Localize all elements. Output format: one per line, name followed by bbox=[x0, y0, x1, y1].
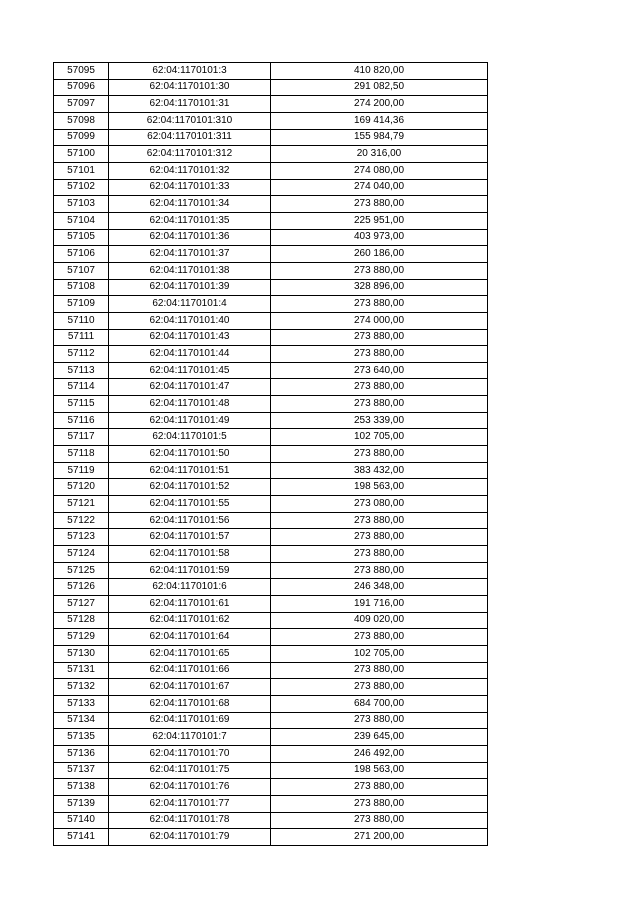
value-cell: 198 563,00 bbox=[271, 762, 488, 779]
cadastral-number-cell: 62:04:1170101:6 bbox=[109, 579, 271, 596]
cadastral-number-cell: 62:04:1170101:33 bbox=[109, 179, 271, 196]
row-number-cell: 57138 bbox=[54, 779, 109, 796]
cadastral-number-cell: 62:04:1170101:45 bbox=[109, 362, 271, 379]
value-cell: 273 880,00 bbox=[271, 529, 488, 546]
value-cell: 273 080,00 bbox=[271, 496, 488, 513]
value-cell: 273 880,00 bbox=[271, 795, 488, 812]
row-number-cell: 57102 bbox=[54, 179, 109, 196]
cadastral-number-cell: 62:04:1170101:75 bbox=[109, 762, 271, 779]
value-cell: 273 880,00 bbox=[271, 629, 488, 646]
row-number-cell: 57127 bbox=[54, 596, 109, 613]
value-cell: 169 414,36 bbox=[271, 112, 488, 129]
value-cell: 383 432,00 bbox=[271, 462, 488, 479]
table-row bbox=[54, 729, 488, 746]
table-row bbox=[54, 462, 488, 479]
table-row bbox=[54, 379, 488, 396]
value-cell: 273 880,00 bbox=[271, 379, 488, 396]
table-row bbox=[54, 745, 488, 762]
cadastral-number-cell: 62:04:1170101:70 bbox=[109, 745, 271, 762]
table-row bbox=[54, 446, 488, 463]
cadastral-number-cell: 62:04:1170101:79 bbox=[109, 829, 271, 846]
cadastral-number-cell: 62:04:1170101:49 bbox=[109, 412, 271, 429]
value-cell: 273 880,00 bbox=[271, 346, 488, 363]
row-number-cell: 57129 bbox=[54, 629, 109, 646]
cadastral-number-cell: 62:04:1170101:66 bbox=[109, 662, 271, 679]
row-number-cell: 57140 bbox=[54, 812, 109, 829]
cadastral-number-cell: 62:04:1170101:7 bbox=[109, 729, 271, 746]
value-cell: 403 973,00 bbox=[271, 229, 488, 246]
row-number-cell: 57131 bbox=[54, 662, 109, 679]
table-row bbox=[54, 562, 488, 579]
cadastral-number-cell: 62:04:1170101:310 bbox=[109, 112, 271, 129]
table-row bbox=[54, 779, 488, 796]
row-number-cell: 57130 bbox=[54, 645, 109, 662]
cadastral-number-cell: 62:04:1170101:44 bbox=[109, 346, 271, 363]
table-row bbox=[54, 179, 488, 196]
value-cell: 273 880,00 bbox=[271, 546, 488, 563]
cadastral-number-cell: 62:04:1170101:5 bbox=[109, 429, 271, 446]
value-cell: 273 880,00 bbox=[271, 196, 488, 213]
cadastral-number-cell: 62:04:1170101:57 bbox=[109, 529, 271, 546]
cadastral-number-cell: 62:04:1170101:31 bbox=[109, 96, 271, 113]
value-cell: 410 820,00 bbox=[271, 63, 488, 80]
cadastral-number-cell: 62:04:1170101:40 bbox=[109, 312, 271, 329]
row-number-cell: 57121 bbox=[54, 496, 109, 513]
cadastral-number-cell: 62:04:1170101:37 bbox=[109, 246, 271, 263]
row-number-cell: 57096 bbox=[54, 79, 109, 96]
cadastral-number-cell: 62:04:1170101:69 bbox=[109, 712, 271, 729]
row-number-cell: 57123 bbox=[54, 529, 109, 546]
table-row bbox=[54, 396, 488, 413]
table-row bbox=[54, 829, 488, 846]
value-cell: 20 316,00 bbox=[271, 146, 488, 163]
cadastral-number-cell: 62:04:1170101:62 bbox=[109, 612, 271, 629]
row-number-cell: 57112 bbox=[54, 346, 109, 363]
table-row bbox=[54, 596, 488, 613]
row-number-cell: 57105 bbox=[54, 229, 109, 246]
value-cell: 274 080,00 bbox=[271, 162, 488, 179]
row-number-cell: 57135 bbox=[54, 729, 109, 746]
table-row bbox=[54, 262, 488, 279]
cadastral-number-cell: 62:04:1170101:77 bbox=[109, 795, 271, 812]
cadastral-number-cell: 62:04:1170101:51 bbox=[109, 462, 271, 479]
table-body bbox=[54, 63, 488, 846]
row-number-cell: 57141 bbox=[54, 829, 109, 846]
table-row bbox=[54, 229, 488, 246]
table-row bbox=[54, 63, 488, 80]
cadastral-number-cell: 62:04:1170101:32 bbox=[109, 162, 271, 179]
row-number-cell: 57095 bbox=[54, 63, 109, 80]
value-cell: 273 880,00 bbox=[271, 779, 488, 796]
row-number-cell: 57098 bbox=[54, 112, 109, 129]
value-cell: 225 951,00 bbox=[271, 212, 488, 229]
value-cell: 273 880,00 bbox=[271, 329, 488, 346]
row-number-cell: 57136 bbox=[54, 745, 109, 762]
table-row bbox=[54, 812, 488, 829]
table-row bbox=[54, 546, 488, 563]
value-cell: 260 186,00 bbox=[271, 246, 488, 263]
table-row bbox=[54, 512, 488, 529]
table-row bbox=[54, 529, 488, 546]
row-number-cell: 57132 bbox=[54, 679, 109, 696]
cadastral-number-cell: 62:04:1170101:68 bbox=[109, 695, 271, 712]
table-row bbox=[54, 662, 488, 679]
cadastral-number-cell: 62:04:1170101:43 bbox=[109, 329, 271, 346]
value-cell: 273 880,00 bbox=[271, 446, 488, 463]
cadastral-number-cell: 62:04:1170101:76 bbox=[109, 779, 271, 796]
row-number-cell: 57133 bbox=[54, 695, 109, 712]
value-cell: 274 040,00 bbox=[271, 179, 488, 196]
value-cell: 273 880,00 bbox=[271, 712, 488, 729]
cadastral-number-cell: 62:04:1170101:55 bbox=[109, 496, 271, 513]
row-number-cell: 57114 bbox=[54, 379, 109, 396]
value-cell: 684 700,00 bbox=[271, 695, 488, 712]
row-number-cell: 57139 bbox=[54, 795, 109, 812]
cadastral-number-cell: 62:04:1170101:48 bbox=[109, 396, 271, 413]
value-cell: 291 082,50 bbox=[271, 79, 488, 96]
row-number-cell: 57115 bbox=[54, 396, 109, 413]
table-row bbox=[54, 579, 488, 596]
value-cell: 102 705,00 bbox=[271, 429, 488, 446]
table-row bbox=[54, 429, 488, 446]
value-cell: 328 896,00 bbox=[271, 279, 488, 296]
row-number-cell: 57110 bbox=[54, 312, 109, 329]
table-row bbox=[54, 279, 488, 296]
table-row bbox=[54, 479, 488, 496]
table-row bbox=[54, 312, 488, 329]
value-cell: 246 348,00 bbox=[271, 579, 488, 596]
table-row bbox=[54, 712, 488, 729]
row-number-cell: 57118 bbox=[54, 446, 109, 463]
value-cell: 253 339,00 bbox=[271, 412, 488, 429]
row-number-cell: 57100 bbox=[54, 146, 109, 163]
table-row bbox=[54, 212, 488, 229]
table-row bbox=[54, 296, 488, 313]
row-number-cell: 57109 bbox=[54, 296, 109, 313]
cadastral-number-cell: 62:04:1170101:64 bbox=[109, 629, 271, 646]
table-row bbox=[54, 695, 488, 712]
value-cell: 409 020,00 bbox=[271, 612, 488, 629]
row-number-cell: 57097 bbox=[54, 96, 109, 113]
value-cell: 274 000,00 bbox=[271, 312, 488, 329]
cadastral-number-cell: 62:04:1170101:30 bbox=[109, 79, 271, 96]
value-cell: 273 880,00 bbox=[271, 396, 488, 413]
cadastral-number-cell: 62:04:1170101:39 bbox=[109, 279, 271, 296]
row-number-cell: 57103 bbox=[54, 196, 109, 213]
value-cell: 274 200,00 bbox=[271, 96, 488, 113]
value-cell: 102 705,00 bbox=[271, 645, 488, 662]
row-number-cell: 57128 bbox=[54, 612, 109, 629]
row-number-cell: 57104 bbox=[54, 212, 109, 229]
table-row bbox=[54, 795, 488, 812]
value-cell: 239 645,00 bbox=[271, 729, 488, 746]
table-row bbox=[54, 162, 488, 179]
cadastral-number-cell: 62:04:1170101:58 bbox=[109, 546, 271, 563]
row-number-cell: 57116 bbox=[54, 412, 109, 429]
table-row bbox=[54, 96, 488, 113]
cadastral-number-cell: 62:04:1170101:312 bbox=[109, 146, 271, 163]
cadastral-number-cell: 62:04:1170101:67 bbox=[109, 679, 271, 696]
row-number-cell: 57125 bbox=[54, 562, 109, 579]
cadastral-number-cell: 62:04:1170101:61 bbox=[109, 596, 271, 613]
table-row bbox=[54, 196, 488, 213]
row-number-cell: 57113 bbox=[54, 362, 109, 379]
cadastral-number-cell: 62:04:1170101:35 bbox=[109, 212, 271, 229]
table-row bbox=[54, 362, 488, 379]
cadastral-number-cell: 62:04:1170101:52 bbox=[109, 479, 271, 496]
row-number-cell: 57119 bbox=[54, 462, 109, 479]
table-row bbox=[54, 679, 488, 696]
value-cell: 273 880,00 bbox=[271, 562, 488, 579]
value-cell: 273 880,00 bbox=[271, 812, 488, 829]
cadastral-number-cell: 62:04:1170101:311 bbox=[109, 129, 271, 146]
cadastral-number-cell: 62:04:1170101:34 bbox=[109, 196, 271, 213]
row-number-cell: 57134 bbox=[54, 712, 109, 729]
table-row bbox=[54, 412, 488, 429]
value-cell: 155 984,79 bbox=[271, 129, 488, 146]
table-row bbox=[54, 146, 488, 163]
table-row bbox=[54, 612, 488, 629]
row-number-cell: 57126 bbox=[54, 579, 109, 596]
table-row bbox=[54, 79, 488, 96]
row-number-cell: 57111 bbox=[54, 329, 109, 346]
value-cell: 273 880,00 bbox=[271, 512, 488, 529]
value-cell: 198 563,00 bbox=[271, 479, 488, 496]
cadastral-number-cell: 62:04:1170101:56 bbox=[109, 512, 271, 529]
row-number-cell: 57106 bbox=[54, 246, 109, 263]
table-row bbox=[54, 246, 488, 263]
row-number-cell: 57117 bbox=[54, 429, 109, 446]
row-number-cell: 57124 bbox=[54, 546, 109, 563]
table-row bbox=[54, 762, 488, 779]
cadastral-number-cell: 62:04:1170101:65 bbox=[109, 645, 271, 662]
cadastral-number-cell: 62:04:1170101:3 bbox=[109, 63, 271, 80]
table-row bbox=[54, 629, 488, 646]
cadastral-number-cell: 62:04:1170101:59 bbox=[109, 562, 271, 579]
table-row bbox=[54, 346, 488, 363]
table-row bbox=[54, 496, 488, 513]
cadastral-number-cell: 62:04:1170101:4 bbox=[109, 296, 271, 313]
cadastral-number-cell: 62:04:1170101:78 bbox=[109, 812, 271, 829]
row-number-cell: 57122 bbox=[54, 512, 109, 529]
row-number-cell: 57107 bbox=[54, 262, 109, 279]
value-cell: 273 880,00 bbox=[271, 262, 488, 279]
value-cell: 273 880,00 bbox=[271, 679, 488, 696]
value-cell: 191 716,00 bbox=[271, 596, 488, 613]
table-row bbox=[54, 129, 488, 146]
row-number-cell: 57137 bbox=[54, 762, 109, 779]
row-number-cell: 57108 bbox=[54, 279, 109, 296]
value-cell: 246 492,00 bbox=[271, 745, 488, 762]
cadastral-number-cell: 62:04:1170101:38 bbox=[109, 262, 271, 279]
value-cell: 273 880,00 bbox=[271, 662, 488, 679]
table-row bbox=[54, 329, 488, 346]
row-number-cell: 57101 bbox=[54, 162, 109, 179]
cadastral-number-cell: 62:04:1170101:47 bbox=[109, 379, 271, 396]
data-table bbox=[53, 62, 488, 846]
row-number-cell: 57099 bbox=[54, 129, 109, 146]
value-cell: 273 640,00 bbox=[271, 362, 488, 379]
table-row bbox=[54, 645, 488, 662]
value-cell: 273 880,00 bbox=[271, 296, 488, 313]
row-number-cell: 57120 bbox=[54, 479, 109, 496]
cadastral-number-cell: 62:04:1170101:36 bbox=[109, 229, 271, 246]
cadastral-number-cell: 62:04:1170101:50 bbox=[109, 446, 271, 463]
value-cell: 271 200,00 bbox=[271, 829, 488, 846]
table-row bbox=[54, 112, 488, 129]
